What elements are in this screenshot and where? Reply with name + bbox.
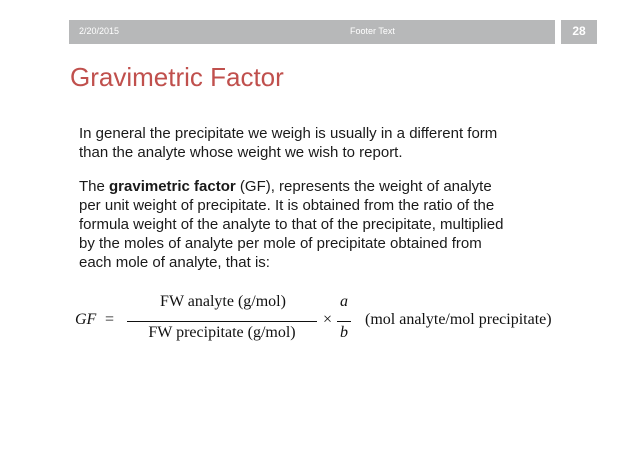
equation-units: (mol analyte/mol precipitate) <box>365 311 552 328</box>
slide-number: 28 <box>572 24 586 38</box>
equation-a: a <box>340 293 348 310</box>
slide-footer-text: Footer Text <box>350 26 395 36</box>
slide-date: 2/20/2015 <box>79 26 120 36</box>
definition-prefix: The <box>79 178 110 195</box>
equation-b: b <box>340 324 348 341</box>
definition-term: gravimetric factor <box>109 178 236 195</box>
intro-paragraph <box>79 124 559 162</box>
equation-denominator: FW precipitate (g/mol) <box>148 324 296 341</box>
slide-number-box <box>561 20 597 44</box>
definition-line-5: each mole of analyte, that is: <box>79 254 270 271</box>
equation-lhs: GF <box>75 311 97 328</box>
gravimetric-factor-equation <box>75 291 575 351</box>
fraction-bar <box>127 321 317 322</box>
equation-times: × <box>323 311 333 328</box>
equation-equals: = <box>105 311 115 328</box>
definition-line-3: formula weight of the analyte to that of the precipitate, multiplied <box>79 216 504 233</box>
definition-suffix: (GF), represents the weight of analyte <box>235 178 492 195</box>
definition-line-2: per unit weight of precipitate. It is obtained from the ratio of the <box>79 197 495 214</box>
definition-line-1 <box>79 177 559 196</box>
definition-paragraph <box>79 177 559 272</box>
equation-numerator: FW analyte (g/mol) <box>160 293 286 310</box>
definition-line-4: by the moles of analyte per mole of precipitate obtained from <box>79 235 482 252</box>
small-fraction-bar <box>337 321 351 322</box>
slide-title: Gravimetric Factor <box>70 62 284 92</box>
intro-line-1: In general the precipitate we weigh is usually in a different form <box>79 125 498 142</box>
intro-line-2: than the analyte whose weight we wish to report. <box>79 144 403 161</box>
slide-header-bar <box>69 20 555 44</box>
